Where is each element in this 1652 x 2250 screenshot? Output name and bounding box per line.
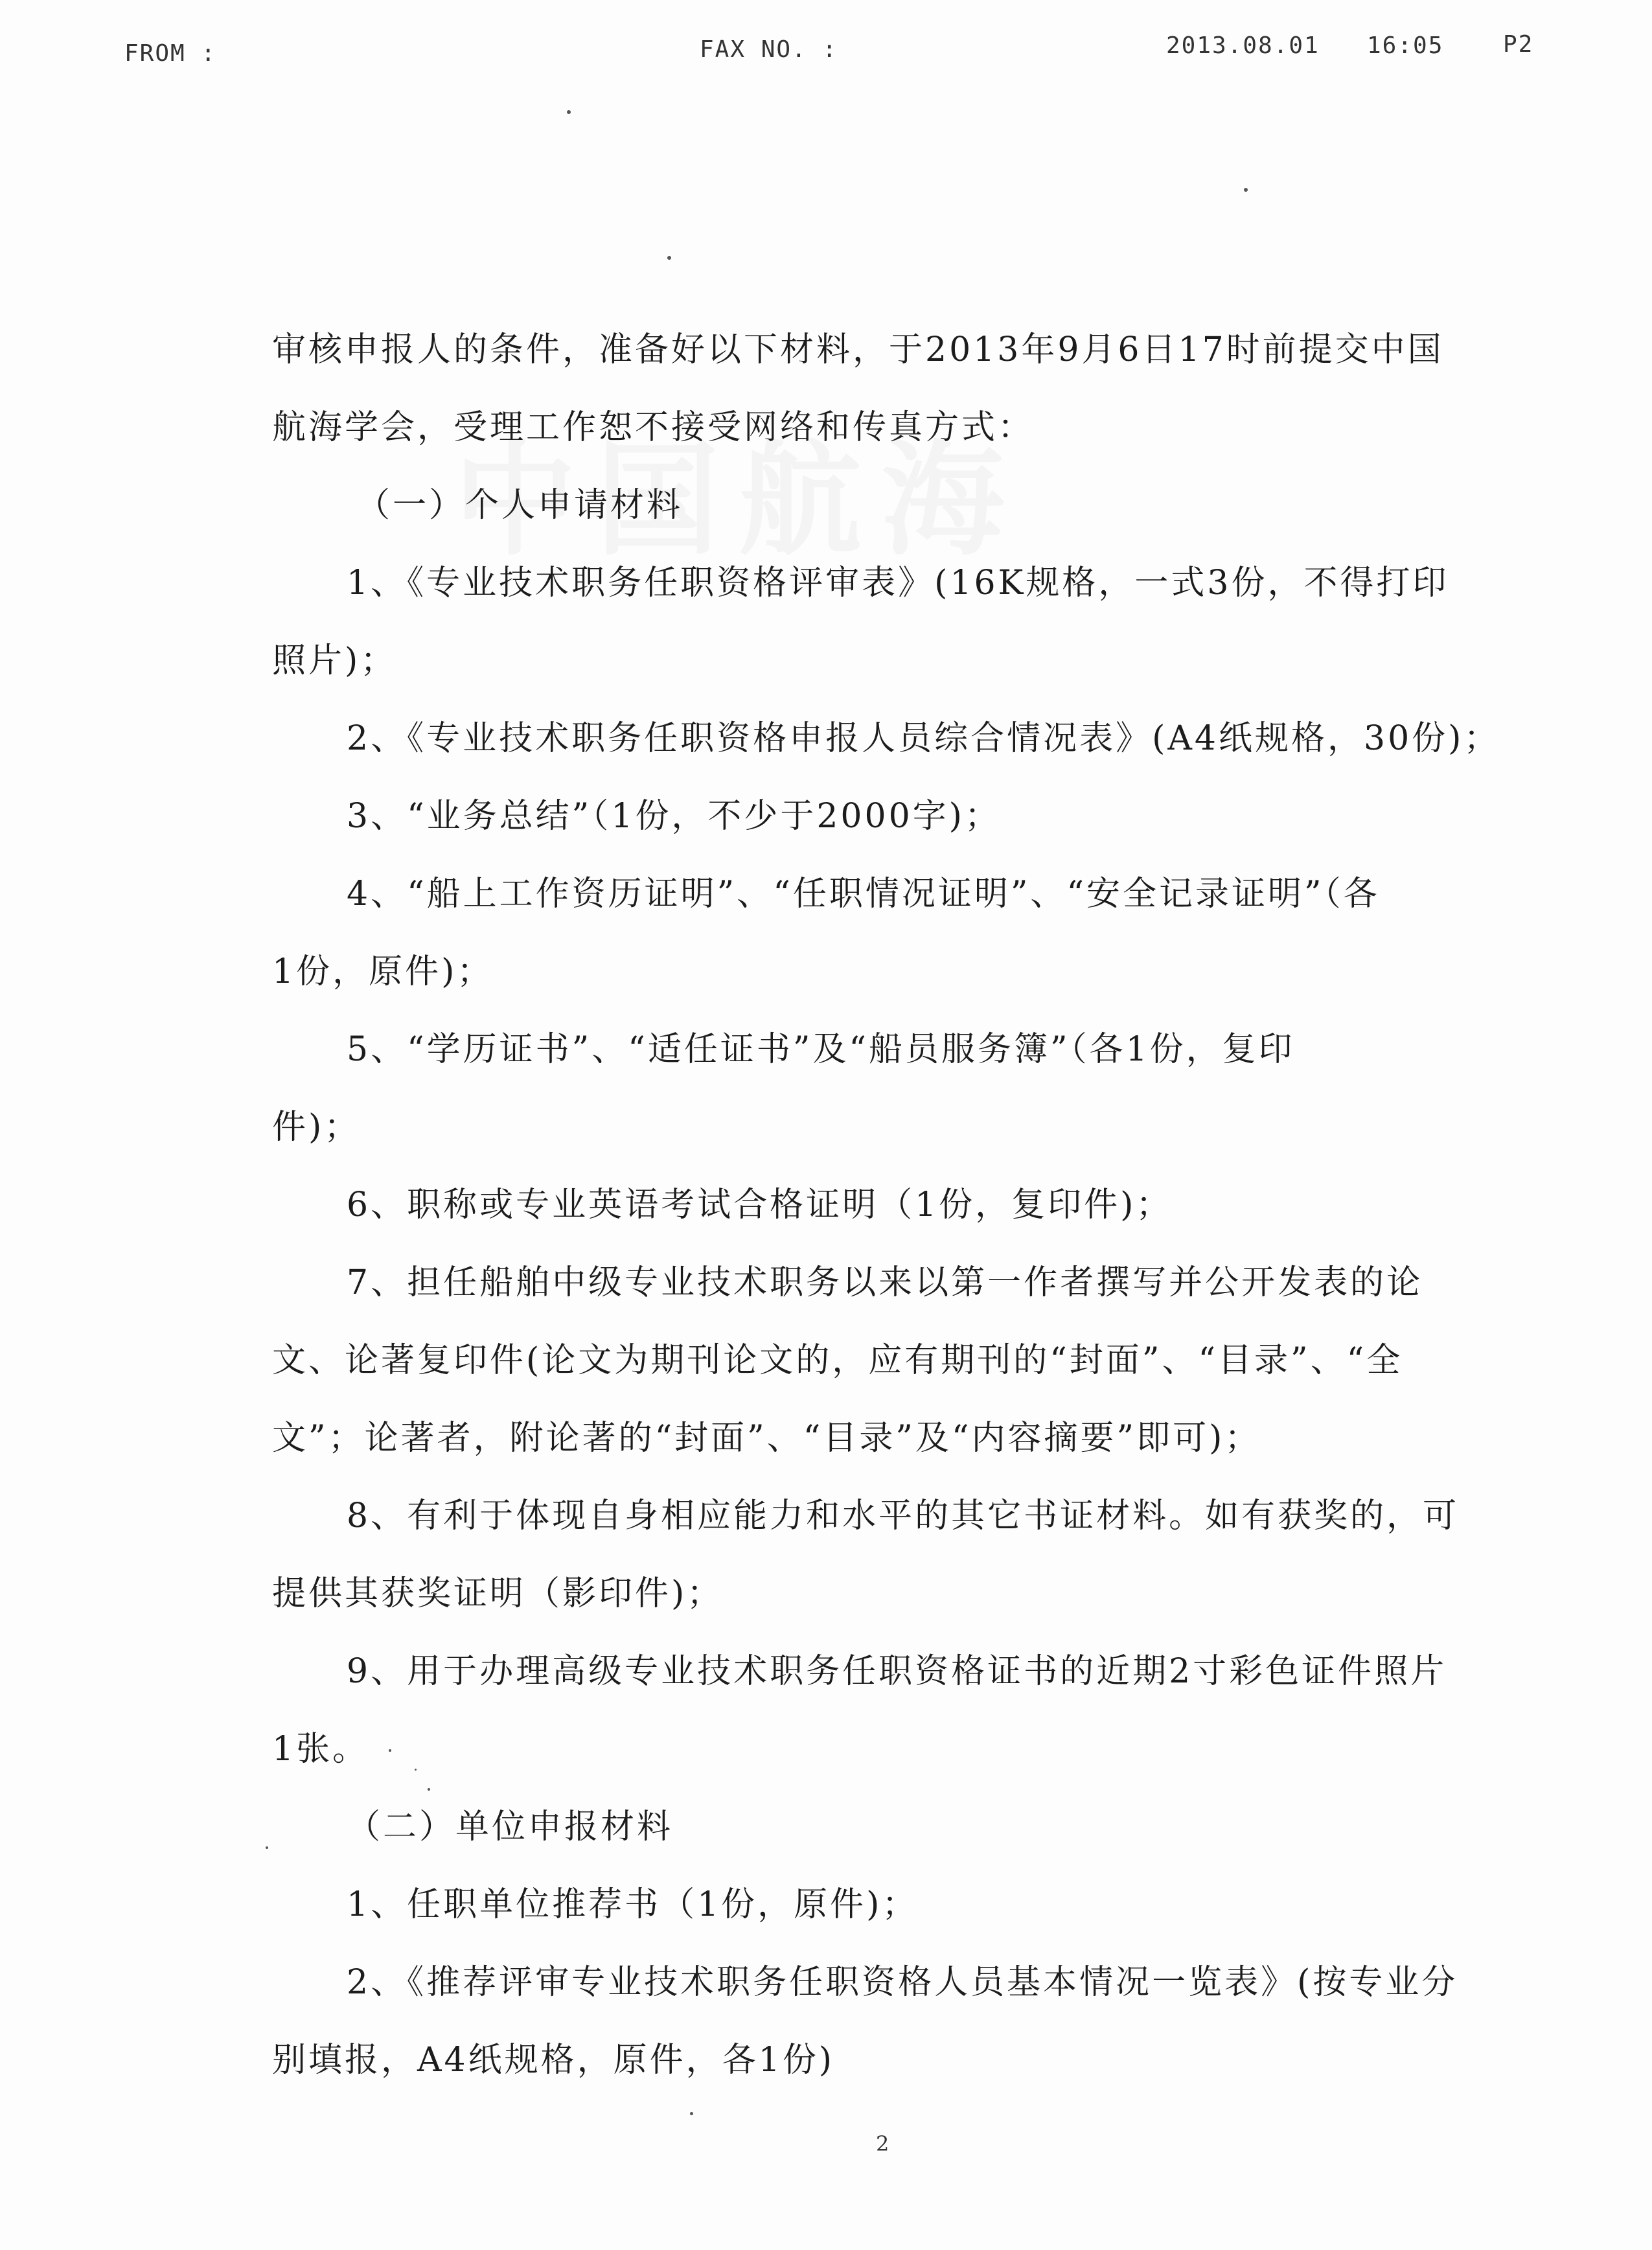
body-line: 别填报，A4纸规格，原件，各1份): [272, 2041, 835, 2080]
section-heading: （二）单位申报材料: [347, 1808, 674, 1846]
body-line: 2、《专业技术职务任职资格申报人员综合情况表》(A4纸规格，30份)；: [347, 719, 1500, 758]
body-line: 件)；: [272, 1108, 361, 1147]
body-line: 1份，原件)；: [272, 952, 494, 991]
body-line: 4、“船上工作资历证明”、“任职情况证明”、“安全记录证明”（各: [347, 875, 1380, 913]
fax-date: 2013.08.01: [1166, 32, 1320, 59]
body-line: 文、论著复印件(论文为期刊论文的，应有期刊的“封面”、“目录”、“全: [272, 1341, 1403, 1380]
body-line: 5、“学历证书”、“适任证书”及“船员服务簿”（各1份，复印: [347, 1030, 1295, 1069]
body-line: 1、任职单位推荐书（1份，原件)；: [347, 1885, 919, 1924]
page-number: 2: [876, 2131, 889, 2156]
fax-from-label: FROM :: [124, 40, 217, 67]
body-line: 1、《专业技术职务任职资格评审表》(16K规格，一式3份，不得打印: [347, 564, 1449, 603]
body-line: 照片)；: [272, 641, 397, 680]
body-line: 1张。: [272, 1730, 369, 1769]
body-line: 文”；论著者，附论著的“封面”、“目录”及“内容摘要”即可)；: [272, 1419, 1261, 1458]
body-line: 航海学会，受理工作恕不接受网络和传真方式：: [272, 408, 1035, 447]
fax-header: [0, 26, 1652, 65]
body-line: 3、“业务总结”（1份，不少于2000字)；: [347, 797, 1001, 836]
fax-time: 16:05: [1367, 32, 1444, 59]
body-line: 8、有利于体现自身相应能力和水平的其它书证材料。如有获奖的，可: [347, 1497, 1460, 1535]
body-line: 7、担任船舶中级专业技术职务以来以第一作者撰写并公开发表的论: [347, 1263, 1423, 1302]
body-line: 9、用于办理高级专业技术职务任职资格证书的近期2寸彩色证件照片: [347, 1652, 1447, 1691]
body-line: 2、《推荐评审专业技术职务任职资格人员基本情况一览表》(按专业分: [347, 1963, 1458, 2002]
section-heading: （一）个人申请材料: [356, 486, 683, 525]
body-line: 提供其获奖证明（影印件)；: [272, 1574, 724, 1613]
fax-number-label: FAX NO. :: [700, 36, 838, 63]
body-line: 6、职称或专业英语考试合格证明（1份，复印件)；: [347, 1186, 1173, 1224]
fax-page-indicator: P2: [1503, 31, 1534, 58]
body-line: 审核申报人的条件，准备好以下材料，于2013年9月6日17时前提交中国: [272, 330, 1444, 369]
